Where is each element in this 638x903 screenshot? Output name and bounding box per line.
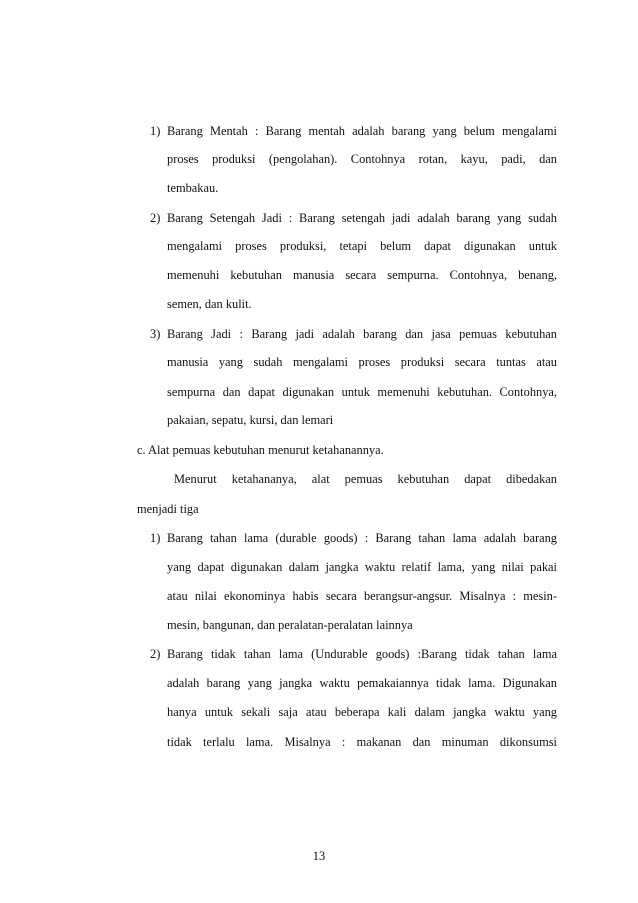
list-number: 1) [150,124,161,138]
text-line: yang dapat digunakan dalam jangka waktu relatif lama, yang nilai pakai [167,560,557,574]
page-number: 13 [312,849,326,863]
text-line: tidak terlalu lama. Misalnya : makanan dan minuman dikonsumsi [167,735,557,749]
text-line: mengalami proses produksi, tetapi belum dapat digunakan untuk [167,239,557,253]
text-line: sempurna dan dapat digunakan untuk memenuhi kebutuhan. Contohnya, [167,385,557,399]
list-number: 2) [150,647,161,661]
text-line: adalah barang yang jangka waktu pemakaiannya tidak lama. Digunakan [167,676,557,690]
text-line: proses produksi (pengolahan). Contohnya rotan, kayu, padi, dan [167,152,557,166]
text-line: mesin, bangunan, dan peralatan-peralatan lainnya [167,618,413,632]
text-line: atau nilai ekonominya habis secara berangsur-angsur. Misalnya : mesin- [167,589,557,603]
paragraph-line: menjadi tiga [137,502,199,516]
text-line: memenuhi kebutuhan manusia secara sempurna. Contohnya, benang, [167,268,557,282]
text-line: Barang Setengah Jadi : Barang setengah jadi adalah barang yang sudah [167,211,557,225]
text-line: semen, dan kulit. [167,297,252,311]
list-number: 3) [150,327,161,341]
text-line: Barang Jadi : Barang jadi adalah barang dan jasa pemuas kebutuhan [167,327,557,341]
list-number: 1) [150,531,161,545]
text-line: Barang tahan lama (durable goods) : Barang tahan lama adalah barang [167,531,557,545]
text-line: manusia yang sudah mengalami proses produksi secara tuntas atau [167,355,557,369]
paragraph-line: Menurut ketahananya, alat pemuas kebutuhan dapat dibedakan [174,472,557,486]
text-line: tembakau. [167,181,219,195]
text-line: hanya untuk sekali saja atau beberapa kali dalam jangka waktu yang [167,705,557,719]
text-line: pakaian, sepatu, kursi, dan lemari [167,413,334,427]
section-heading: c. Alat pemuas kebutuhan menurut ketahanannya. [137,443,384,457]
text-line: Barang tidak tahan lama (Undurable goods) :Barang tidak tahan lama [167,647,557,661]
list-number: 2) [150,211,161,225]
text-line: Barang Mentah : Barang mentah adalah barang yang belum mengalami [167,124,557,138]
